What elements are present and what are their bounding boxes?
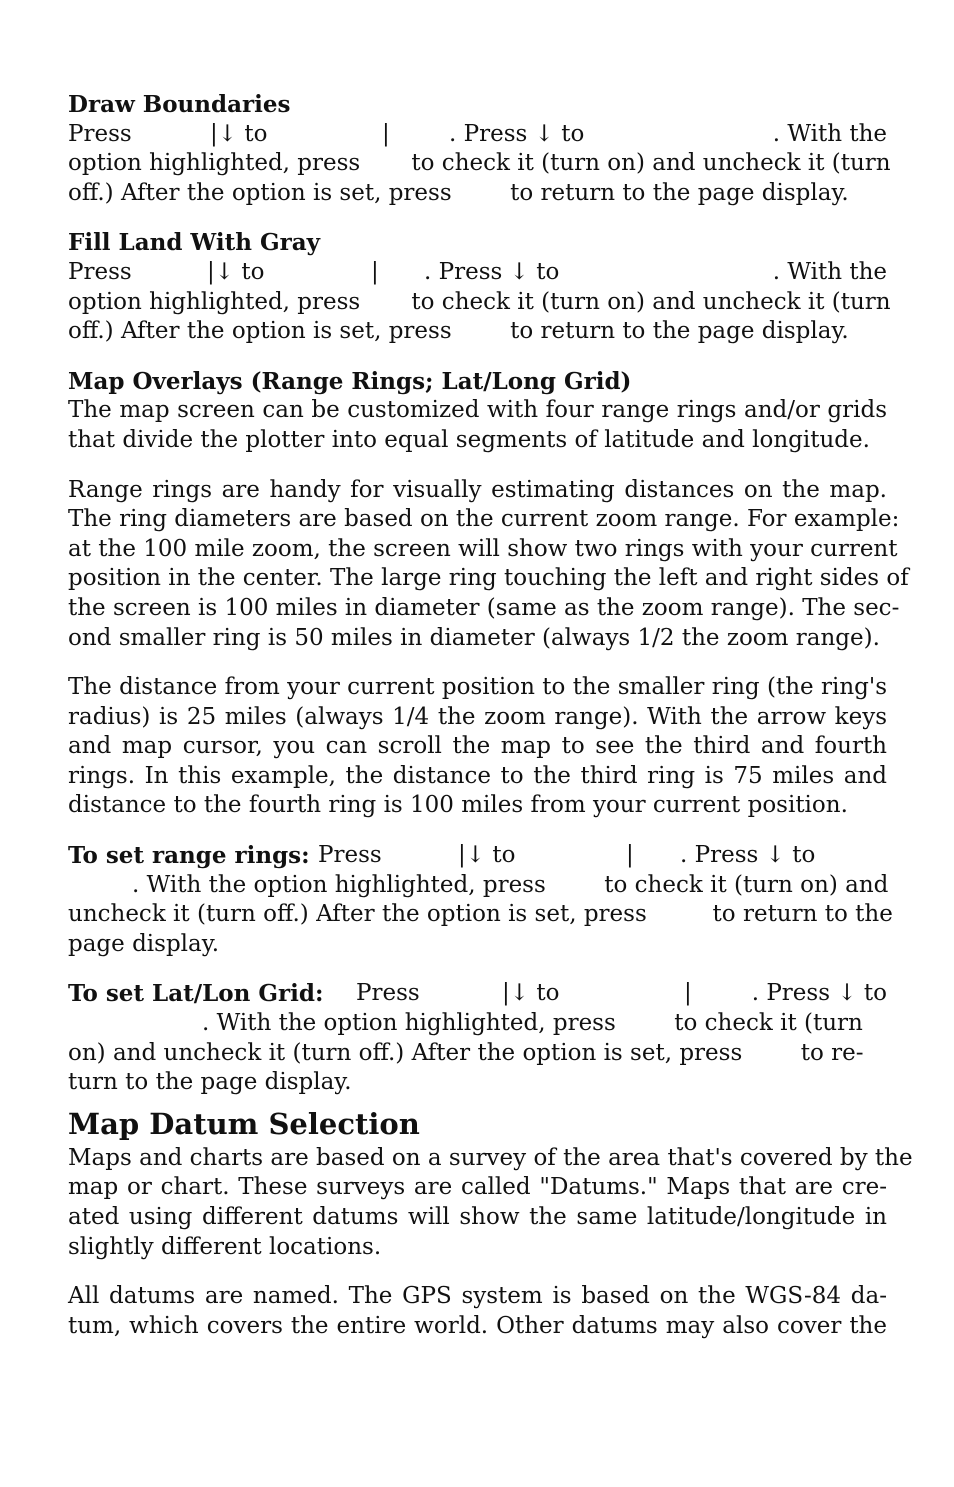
text-fragment: |↓ to (207, 258, 265, 285)
text-line (68, 1009, 887, 1039)
text-fragment: |↓ to (210, 120, 268, 147)
text-line: The ring diameters are based on the current zoom range. For example: (68, 506, 900, 533)
text-line: tum, which covers the entire world. Other datums may also cover the (68, 1312, 887, 1339)
text-line: page display. (68, 930, 220, 957)
lead-in-latlon-grid: To set Lat/Lon Grid: (68, 980, 324, 1008)
text-fragment: | (371, 258, 379, 285)
paragraph (68, 396, 887, 455)
text-line: radius) is 25 miles (always 1/4 the zoom range). With the arrow keys (68, 703, 887, 730)
text-fragment: Press (68, 258, 132, 285)
text-line: Range rings are handy for visually estimating distances on the map. (68, 476, 887, 503)
text-fragment: . With the option highlighted, press to check it (turn (202, 1010, 863, 1037)
text-fragment: . With the (772, 258, 887, 285)
text-fragment: . Press ↓ to (449, 120, 585, 147)
paragraph (68, 673, 887, 821)
text-fragment: . Press ↓ to (680, 842, 816, 869)
section-title-map-datum: Map Datum Selection (68, 1106, 420, 1141)
text-line: on) and uncheck it (turn off.) After the option is set, press to re- (68, 1039, 864, 1066)
text-fragment: |↓ to (502, 980, 560, 1007)
text-fragment: . Press ↓ to (751, 980, 887, 1007)
section-heading-map-overlays: Map Overlays (Range Rings; Lat/Long Grid) (68, 367, 632, 395)
text-fragment: Press (318, 842, 382, 869)
paragraph (68, 476, 909, 654)
text-line: option highlighted, press to check it (turn on) and uncheck it (turn (68, 288, 891, 315)
lead-in-range-rings: To set range rings: (68, 842, 310, 870)
text-fragment: . With the (772, 120, 887, 147)
section-heading-fill-land: Fill Land With Gray (68, 229, 320, 257)
text-fragment: |↓ to (458, 842, 516, 869)
text-line: Maps and charts are based on a survey of the area that's covered by the (68, 1144, 913, 1171)
text-fragment: Press (68, 120, 132, 147)
text-line: All datums are named. The GPS system is based on the WGS-84 da- (68, 1283, 887, 1310)
text-line: position in the center. The large ring touching the left and right sides of (68, 565, 909, 592)
text-line: option highlighted, press to check it (turn on) and uncheck it (turn (68, 150, 891, 177)
text-line: rings. In this example, the distance to the third ring is 75 miles and (68, 762, 887, 789)
text-line: The map screen can be customized with four range rings and/or grids (68, 397, 887, 424)
text-line: map or chart. These surveys are called "Datums." Maps that are cre- (68, 1174, 887, 1201)
text-line: off.) After the option is set, press to return to the page display. (68, 318, 849, 345)
text-line: slightly different locations. (68, 1233, 382, 1260)
text-line: that divide the plotter into equal segments of latitude and longitude. (68, 426, 870, 453)
instruction-line (68, 979, 887, 1009)
text-line: ond smaller ring is 50 miles in diameter (always 1/2 the zoom range). (68, 624, 880, 651)
paragraph (68, 1144, 913, 1262)
text-fragment: . With the option highlighted, press to check it (turn on) and (132, 871, 889, 898)
text-fragment: | (382, 120, 390, 147)
text-line: ated using different datums will show the same latitude/longitude in (68, 1204, 887, 1230)
instruction-line (68, 841, 887, 871)
instruction-line (68, 258, 887, 288)
text-line (68, 871, 887, 901)
text-line: at the 100 mile zoom, the screen will show two rings with your current (68, 535, 898, 562)
text-line: off.) After the option is set, press to return to the page display. (68, 179, 849, 206)
text-line: the screen is 100 miles in diameter (same as the zoom range). The sec- (68, 594, 900, 621)
text-line: uncheck it (turn off.) After the option is set, press to return to the (68, 901, 893, 928)
text-fragment: . Press ↓ to (424, 258, 560, 285)
text-fragment: Press (356, 980, 420, 1007)
paragraph (68, 1282, 887, 1341)
section-heading-draw-boundaries: Draw Boundaries (68, 91, 291, 118)
text-fragment: | (626, 842, 634, 869)
text-line: turn to the page display. (68, 1069, 352, 1096)
manual-page (68, 90, 913, 1341)
text-line: distance to the fourth ring is 100 miles from your current position. (68, 792, 848, 819)
instruction-line (68, 120, 887, 150)
text-fragment: | (684, 980, 692, 1007)
text-line: and map cursor, you can scroll the map to see the third and fourth (68, 733, 887, 760)
text-line: The distance from your current position to the smaller ring (the ring's (68, 674, 887, 701)
